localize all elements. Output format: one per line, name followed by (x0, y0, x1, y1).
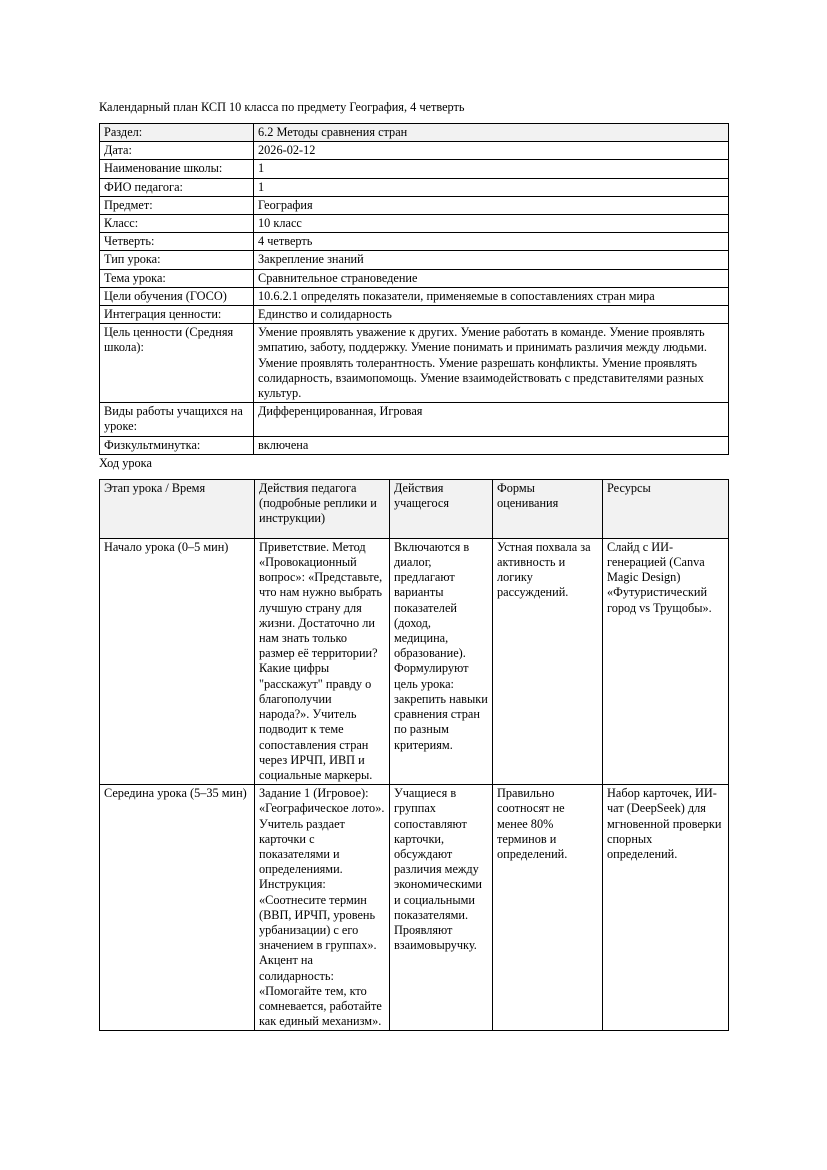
lesson-flow-table-head (100, 479, 729, 538)
column-header-teacher-actions: Действия педагога (подробные реплики и инструкции) (255, 479, 390, 538)
info-value: включена (254, 436, 729, 454)
info-label: Наименование школы: (100, 160, 254, 178)
info-label: Класс: (100, 215, 254, 233)
lesson-info-table-body (100, 124, 729, 455)
info-label: ФИО педагога: (100, 178, 254, 196)
table-row (100, 785, 729, 1031)
info-label: Виды работы учащихся на уроке: (100, 403, 254, 436)
table-row (100, 306, 729, 324)
info-label: Предмет: (100, 196, 254, 214)
info-value: 1 (254, 178, 729, 196)
cell-assessment: Устная похвала за активность и логику рассуждений. (493, 538, 603, 784)
info-value: 1 (254, 160, 729, 178)
info-label: Тип урока: (100, 251, 254, 269)
cell-student-actions: Включаются в диалог, предлагают варианты показателей (доход, медицина, образование). Формулируют цель урока: закрепить навыки сравнения стран по разным критериям. (390, 538, 493, 784)
table-row (100, 233, 729, 251)
table-row (100, 196, 729, 214)
info-value: Сравнительное страноведение (254, 269, 729, 287)
info-label: Цель ценности (Средняя школа): (100, 324, 254, 403)
cell-resources: Слайд с ИИ-генерацией (Canva Magic Design) «Футуристический город vs Трущобы». (603, 538, 729, 784)
info-label: Дата: (100, 142, 254, 160)
cell-stage: Середина урока (5–35 мин) (100, 785, 255, 1031)
table-row (100, 142, 729, 160)
table-row (100, 251, 729, 269)
cell-stage: Начало урока (0–5 мин) (100, 538, 255, 784)
info-value: География (254, 196, 729, 214)
info-label: Четверть: (100, 233, 254, 251)
info-value: Закрепление знаний (254, 251, 729, 269)
cell-student-actions: Учащиеся в группах сопоставляют карточки, обсуждают различия между экономическими и социальными показателями. Проявляют взаимовыручку. (390, 785, 493, 1031)
info-value: 4 четверть (254, 233, 729, 251)
table-header-row (100, 479, 729, 538)
table-row (100, 324, 729, 403)
info-label: Цели обучения (ГОСО) (100, 287, 254, 305)
table-row (100, 124, 729, 142)
info-value: Единство и солидарность (254, 306, 729, 324)
column-header-assessment: Формы оценивания (493, 479, 603, 538)
cell-resources: Набор карточек, ИИ-чат (DeepSeek) для мгновенной проверки спорных определений. (603, 785, 729, 1031)
info-label: Тема урока: (100, 269, 254, 287)
table-row (100, 436, 729, 454)
table-row (100, 178, 729, 196)
table-row (100, 538, 729, 784)
table-row (100, 215, 729, 233)
info-value: 10 класс (254, 215, 729, 233)
section-caption-lesson-flow: Ход урока (99, 455, 152, 470)
column-header-student-actions: Действия учащегося (390, 479, 493, 538)
cell-teacher-actions: Приветствие. Метод «Провокационный вопрос»: «Представьте, что нам нужно выбрать лучшую страну для жизни. Достаточно ли нам знать только размер её территории? Какие цифры "расскажут" правду о благополучии народа?». Учитель подводит к теме сопоставления стран через ИРЧП, ИВП и социальные маркеры. (255, 538, 390, 784)
page-title: Календарный план КСП 10 класса по предмету География, 4 четверть (99, 100, 465, 114)
column-header-resources: Ресурсы (603, 479, 729, 538)
info-value: 10.6.2.1 определять показатели, применяемые в сопоставлениях стран мира (254, 287, 729, 305)
cell-assessment: Правильно соотносят не менее 80% терминов и определений. (493, 785, 603, 1031)
info-label: Интеграция ценности: (100, 306, 254, 324)
cell-teacher-actions: Задание 1 (Игровое): «Географическое лото». Учитель раздает карточки с показателями и определениями. Инструкция: «Соотнесите термин (ВВП, ИРЧП, уровень урбанизации) с его значением в группах». Акцент на солидарность: «Помогайте тем, кто сомневается, работайте как единый механизм». (255, 785, 390, 1031)
info-value: Умение проявлять уважение к других. Умение работать в команде. Умение проявлять эмпатию, заботу, поддержку. Умение понимать и принимать различия между людьми. Умение проявлять толерантность. Умение разрешать конфликты. Умение проявлять солидарность, взаимопомощь. Умение взаимодействовать с представителями разных культур. (254, 324, 729, 403)
table-row (100, 403, 729, 436)
info-value: Дифференцированная, Игровая (254, 403, 729, 436)
info-value: 2026-02-12 (254, 142, 729, 160)
lesson-info-table (99, 123, 729, 455)
column-header-stage: Этап урока / Время (100, 479, 255, 538)
table-row (100, 269, 729, 287)
table-row (100, 287, 729, 305)
table-row (100, 160, 729, 178)
info-label: Физкультминутка: (100, 436, 254, 454)
lesson-flow-table-body (100, 538, 729, 1031)
info-label: Раздел: (100, 124, 254, 142)
lesson-flow-table (99, 479, 729, 1032)
info-value: 6.2 Методы сравнения стран (254, 124, 729, 142)
